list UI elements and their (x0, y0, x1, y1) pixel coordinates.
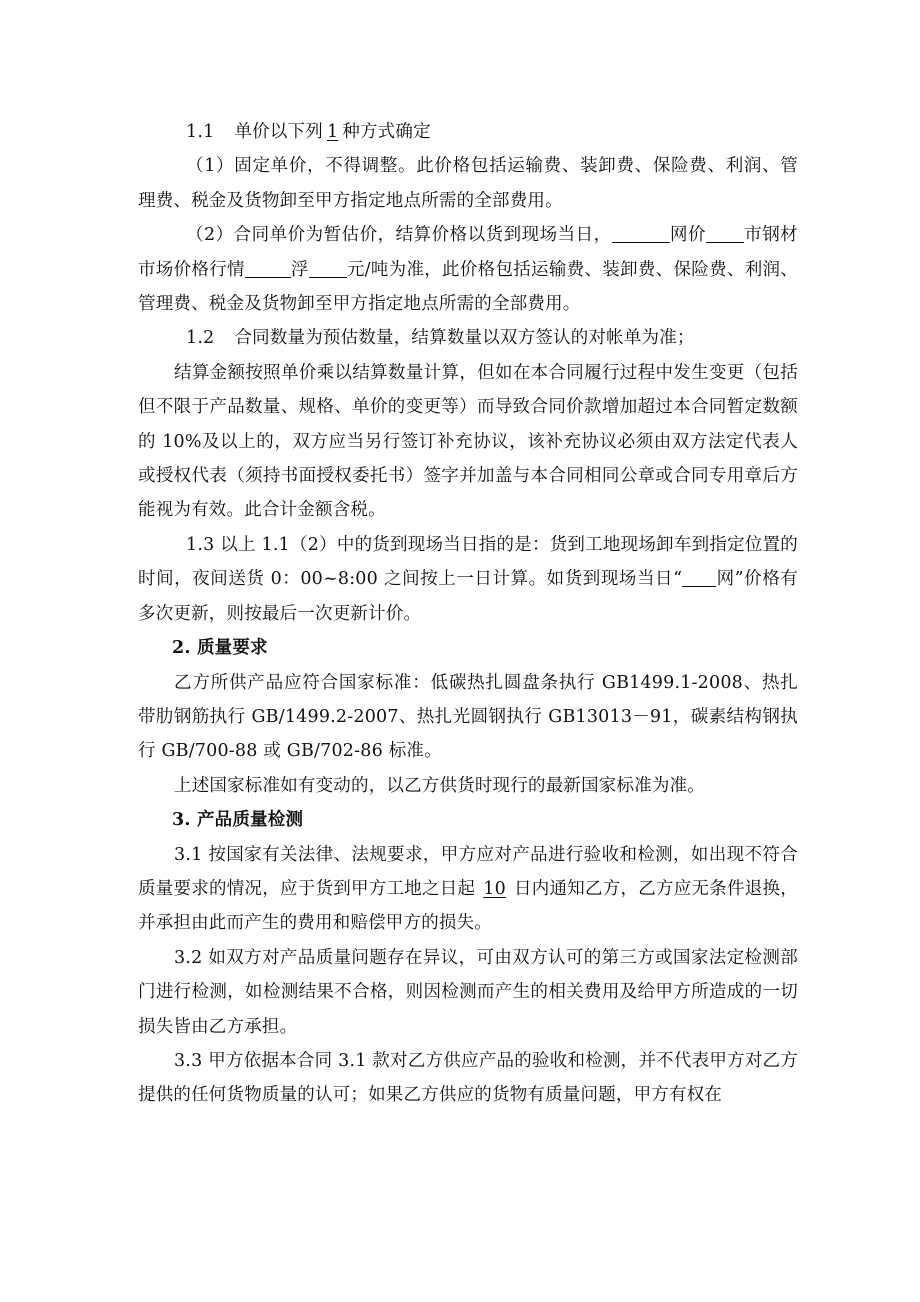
section-3-heading: 3. 产品质量检测 (172, 810, 304, 831)
provisional-price-text-a: （2）合同单价为暂估价，结算价格以货到现场当日， (186, 225, 612, 246)
section-2-heading: 2. 质量要求 (172, 638, 268, 659)
float-direction-blank (245, 259, 291, 278)
clause-3-1-text-a: 3.1 按国家有关法律、法规要求，甲方应对产品进行验收和检测，如出现不符合质量要求的情况，应于货到甲方工地之日起 (138, 844, 798, 899)
site-price-blank (682, 569, 716, 588)
pricing-method-number: 1 (326, 122, 339, 142)
quality-standards-paragraph: 乙方所供产品应符合国家标准：低碳热扎圆盘条执行 GB1499.1-2008、热扎带肋钢筋执行 GB/1499.2-2007、热扎光圆钢执行 GB13013－91，碳素结构钢执行 GB/700-88 或 GB/702-86 标准。 (138, 672, 798, 762)
price-source-blank (612, 225, 670, 244)
notice-days: 10 (483, 878, 506, 899)
clause-3-3: 3.3 甲方依据本合同 3.1 款对乙方供应产品的验收和检测，并不代表甲方对乙方提供的任何货物质量的认可；如果乙方供应的货物有质量问题，甲方有权在 (138, 1050, 798, 1106)
clause-1-3 (138, 528, 798, 631)
clause-1-1-text: 单价以下列 (234, 122, 323, 142)
clause-1-3-text-b: 网”价格有多次更新，则按最后一次更新计价。 (138, 569, 798, 624)
city-blank (706, 225, 744, 244)
clause-1-1-number: 1.1 (186, 122, 215, 142)
clause-3-2: 3.2 如双方对产品质量问题存在异议，可由双方认可的第三方或国家法定检测部门进行检测，如检测结果不合格，则因检测而产生的相关费用及给甲方所造成的一切损失皆由乙方承担。 (138, 947, 798, 1037)
contract-body (138, 115, 798, 1113)
settlement-amount-paragraph: 结算金额按照单价乘以结算数量计算，但如在本合同履行过程中发生变更（包括但不限于产品数量、规格、单价的变更等）而导致合同价款增加超过本合同暂定数额的 10%及以上的，双方应当另行签订补充协议，该补充协议必须由双方法定代表人或授权代表（须持书面授权委托书）签字并加盖与本合同相同公章或合同专用章后方能视为有效。此合计金额含税。 (138, 362, 798, 521)
provisional-price-text-c: 市钢材市场价格行情 (138, 225, 798, 280)
float-amount-blank (309, 259, 347, 278)
standard-change-paragraph: 上述国家标准如有变动的，以乙方供货时现行的最新国家标准为准。 (174, 775, 705, 796)
provisional-price-text-e: 元/吨为准，此价格包括运输费、装卸费、保险费、利润、管理费、税金及货物卸至甲方指定地点所需的全部费用。 (138, 259, 798, 315)
clause-3-1-text-b: 日内通知乙方，乙方应无条件退换，并承担由此而产生的费用和赔偿甲方的损失。 (138, 878, 798, 934)
clause-1-2-number: 1.2 (186, 328, 215, 349)
clause-1-1-text-end: 种方式确定 (342, 122, 431, 142)
clause-3-1 (138, 838, 798, 941)
fixed-price-item: （1）固定单价，不得调整。此价格包括运输费、装卸费、保险费、利润、管理费、税金及货物卸至甲方指定地点所需的全部费用。 (138, 156, 798, 211)
clause-1-2 (138, 321, 798, 355)
clause-1-1 (138, 115, 798, 149)
provisional-price-text-d: 浮 (290, 259, 309, 280)
clause-1-3-text-a: 1.3 以上 1.1（2）中的货到现场当日指的是：货到工地现场卸车到指定位置的时间，夜间送货 0：00~8:00 之间按上一日计算。如货到现场当日“ (138, 534, 798, 590)
provisional-price-text-b: 网价 (669, 225, 706, 246)
provisional-price-item (138, 218, 798, 321)
clause-1-2-text: 合同数量为预估数量，结算数量以双方签认的对帐单为准； (234, 328, 695, 349)
